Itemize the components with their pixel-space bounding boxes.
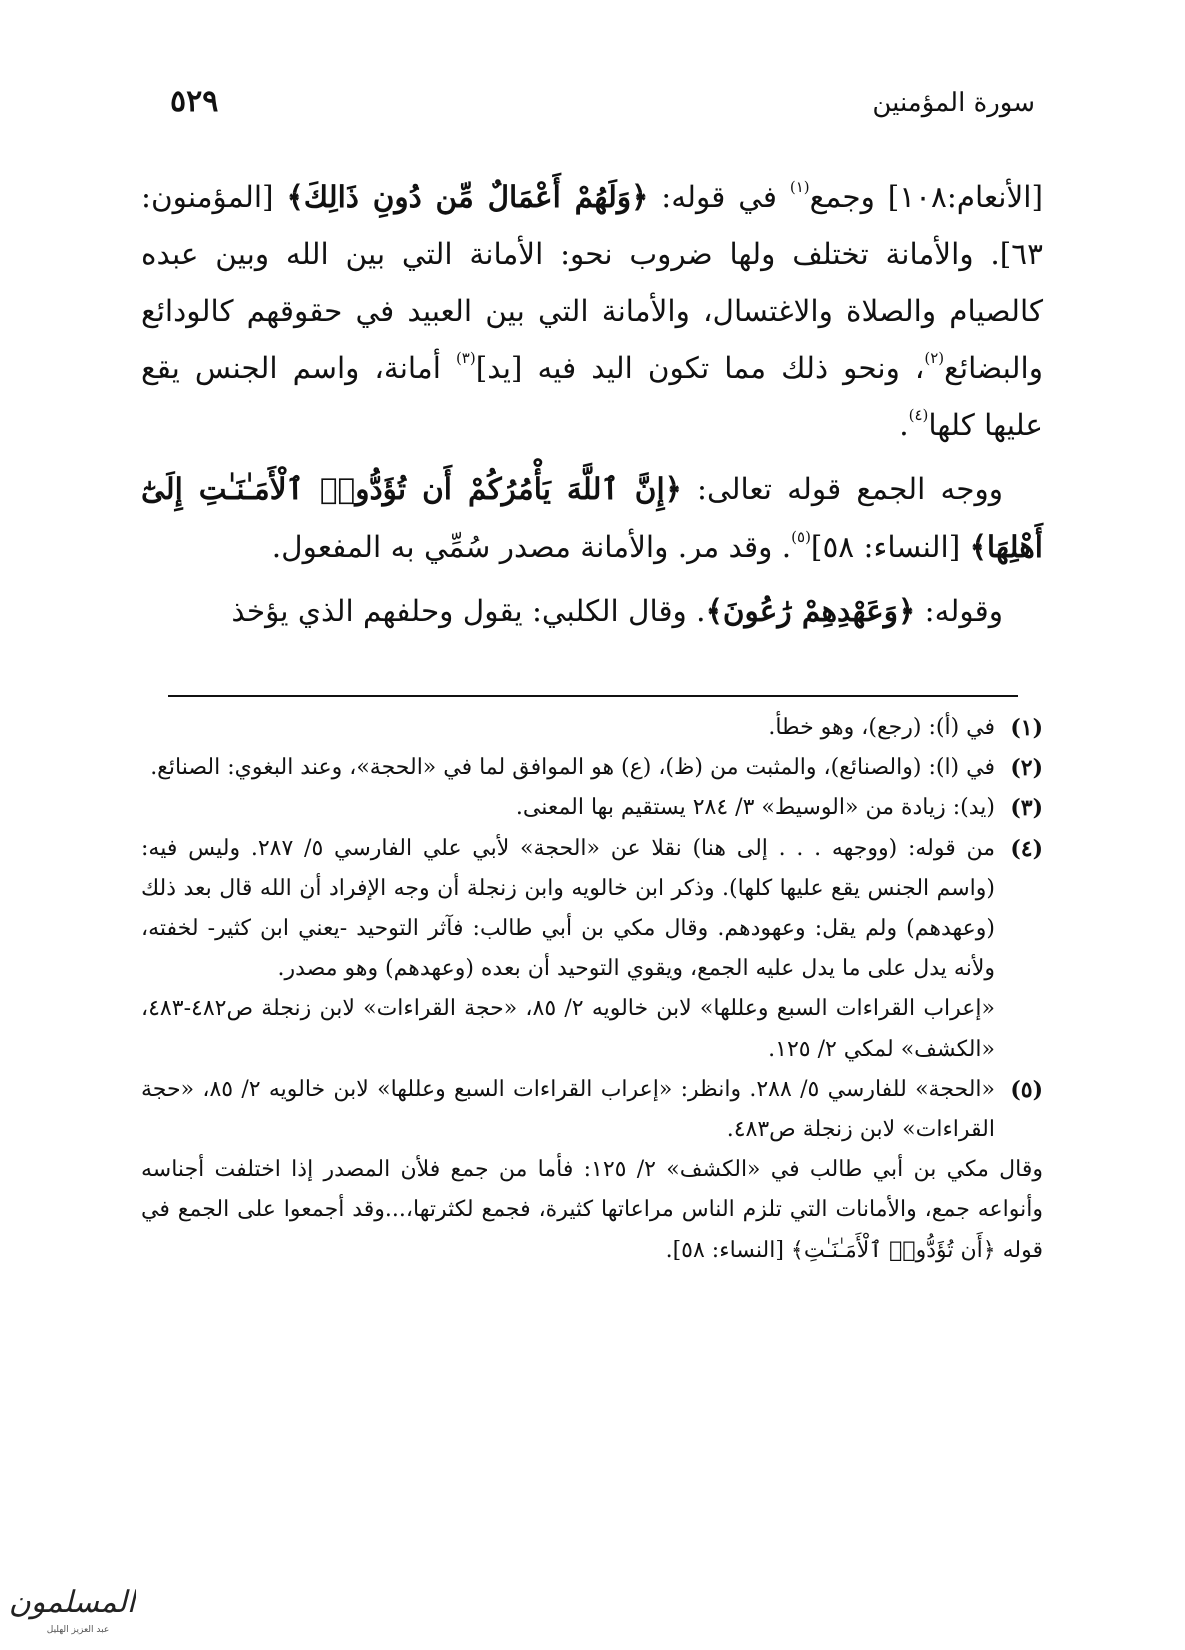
text-run: وقوله: [915, 594, 1003, 628]
footnote-text: في (ا): (والصنائع)، والمثبت من (ظ)، (ع) هو الموافق لما في «الحجة»، وعند البغوي: الصنائع. [150, 755, 995, 781]
footnote-divider [168, 695, 1018, 697]
footnote-text: في (أ): (رجع)، وهو خطأ. [768, 715, 995, 740]
text-run: . وقال الكلبي: يقول وحلفهم الذي يؤخذ [231, 594, 706, 628]
quran-quote: ﴿وَلَهُمْ أَعْمَالٌ مِّن دُونِ ذَالِكَ﴾ [286, 179, 649, 214]
footnote-number: (٤) [1010, 835, 1043, 862]
footnote-text: «الحجة» للفارسي ٥/ ٢٨٨. وانظر: «إعراب القراءات السبع وعللها» لابن خالويه ٢/ ٨٥، «حجة القراءات» لابن زنجلة ص٤٨٣. [141, 1076, 995, 1143]
footnote-5 [141, 1070, 1043, 1150]
footnote-text: «إعراب القراءات السبع وعللها» لابن خالويه ٢/ ٨٥، «حجة القراءات» لابن زنجلة ص٤٨٢-٤٨٣، «الكشف» لمكي ٢/ ١٢٥. [141, 996, 995, 1062]
closing-note: وقال مكي بن أبي طالب في «الكشف» ٢/ ١٢٥: فأما من جمع فلأن المصدر إذا اختلفت أجناسه وأنواعه جمع، والأمانات التي تلزم الناس مراعاتها كثيرة، فجمع لكثرتها،...وقد أجمعوا على الجمع في قوله ﴿أَن تُؤَدُّوا۟ ٱلْأَمَـٰنَـٰتِ﴾ [النساء: ٥٨]. [141, 1157, 1043, 1263]
footnote-2 [141, 748, 1043, 788]
footnote-text: من قوله: (ووجهه . . . إلى هنا) نقلا عن «الحجة» لأبي علي الفارسي ٥/ ٢٨٧. وليس فيه: (واسم الجنس يقع عليها كلها). وذكر ابن خالويه وابن زنجلة أن وجه الإفراد أن الله قال بعد ذلك (وعهدهم) ولم يقل: وعهودهم. وقال مكي بن أبي طالب: فآثر التوحيد -يعني ابن كثير- لخفته، ولأنه يدل على ما يدل عليه الجمع، ويقوي التوحيد أن بعده (وعهدهم) وهو مصدر. [141, 835, 996, 982]
footnote-number: (١) [1010, 715, 1043, 741]
footnote-4 [141, 829, 1043, 1070]
text-run: [المؤمنون: ٦٣]. والأمانة تختلف ولها ضروب نحو: الأمانة التي بين الله وبين عبده كالصيام والصلاة والاغتسال، والأمانة التي بين العبيد في حقوقهم كالودائع والبضائع [141, 180, 1043, 385]
paragraph-3 [141, 582, 1043, 640]
text-run: في قوله: [648, 180, 790, 214]
footnote-ref-5[interactable]: (٥) [791, 528, 811, 547]
footnotes [141, 708, 1043, 1271]
logo-text: المسلمون [8, 1585, 136, 1620]
text-run: . [899, 408, 909, 442]
footnote-ref-1[interactable]: (١) [789, 178, 810, 197]
surah-title: سورة المؤمنين [872, 88, 1035, 118]
quran-quote: ﴿إِنَّ ٱللَّهَ يَأْمُرُكُمْ أَن تُؤَدُّوا۟ ٱلْأَمَـٰنَـٰتِ إِلَىٰٓ أَهْلِهَا﴾ [141, 471, 1043, 564]
publisher-logo [8, 1572, 136, 1642]
text-run: [النساء: ٥٨] [810, 530, 970, 564]
footnote-ref-3[interactable]: (٣) [455, 349, 476, 368]
footnote-ref-2[interactable]: (٢) [924, 349, 945, 368]
paragraph-2 [141, 460, 1043, 576]
text-run: أمانة، واسم الجنس يقع عليها كلها [141, 351, 1043, 442]
page-number: ٥٢٩ [170, 84, 219, 119]
text-run: . وقد مر. والأمانة مصدر سُمِّي به المفعول. [271, 530, 792, 564]
text-run: ووجه الجمع قوله تعالى: [681, 472, 1003, 506]
text-run: ، ونحو ذلك مما تكون اليد فيه [يد] [475, 351, 925, 385]
footnote-text: (يد): زيادة من «الوسيط» ٣/ ٢٨٤ يستقيم بها المعنى. [515, 795, 995, 821]
footnote-1 [141, 708, 1043, 748]
quran-quote: ﴿وَعَهْدِهِمْ رَٰعُونَ﴾ [705, 593, 916, 628]
logo-subtext: عبد العزيز الهليل [46, 1625, 110, 1635]
footnote-number: (٢) [1010, 755, 1043, 782]
text-run: [الأنعام:١٠٨] وجمع [809, 180, 1044, 214]
footnote-number: (٥) [1010, 1076, 1043, 1103]
footnote-3 [141, 788, 1043, 828]
paragraph-1 [141, 168, 1043, 454]
footnote-ref-4[interactable]: (٤) [908, 406, 929, 425]
footnote-number: (٣) [1010, 795, 1043, 822]
page-header [170, 84, 1035, 138]
main-text [141, 168, 1043, 640]
